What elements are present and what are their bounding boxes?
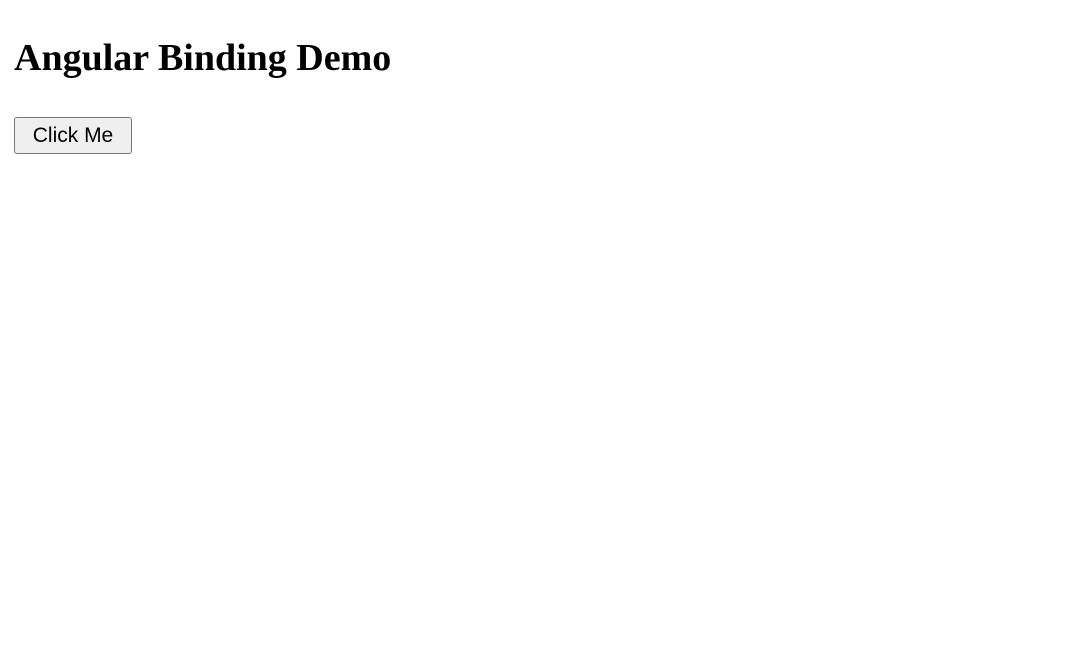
click-me-button[interactable]: Click Me [14,117,132,154]
page-title: Angular Binding Demo [14,37,392,79]
